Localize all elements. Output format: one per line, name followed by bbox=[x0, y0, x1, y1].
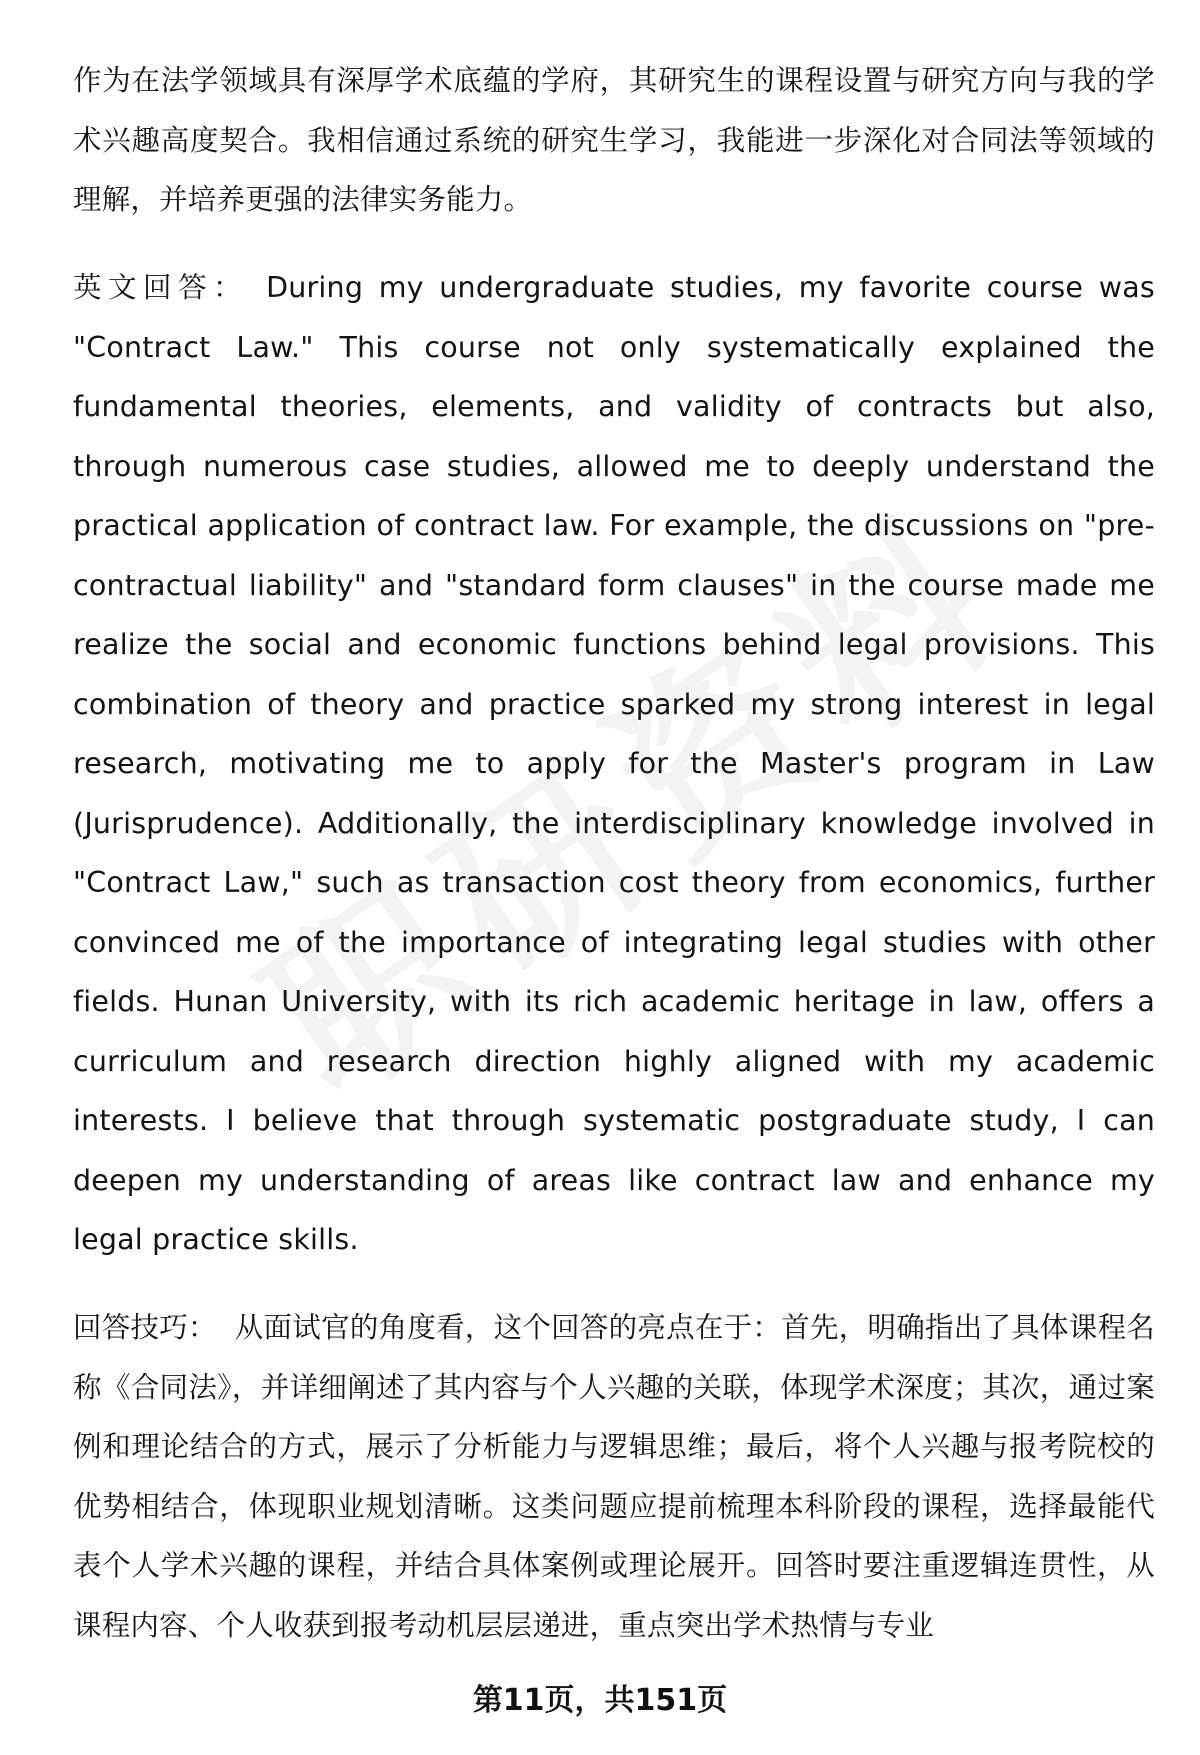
answer-tips-paragraph bbox=[73, 1298, 1155, 1655]
page-number-footer: 第11页，共151页 bbox=[472, 1683, 728, 1718]
english-answer-label: 英文回答： bbox=[73, 271, 249, 304]
intro-continuation-text: 作为在法学领域具有深厚学术底蕴的学府，其研究生的课程设置与研究方向与我的学术兴趣高度契合。我相信通过系统的研究生学习，我能进一步深化对合同法等领域的理解，并培养更强的法律实务能力。 bbox=[73, 64, 1155, 216]
answer-tips-text: 从面试官的角度看，这个回答的亮点在于：首先，明确指出了具体课程名称《合同法》，并详细阐述了其内容与个人兴趣的关联，体现学术深度；其次，通过案例和理论结合的方式，展示了分析能力与逻辑思维；最后，将个人兴趣与报考院校的优势相结合，体现职业规划清晰。这类问题应提前梳理本科阶段的课程，选择最能代表个人学术兴趣的课程，并结合具体案例或理论展开。回答时要注重逻辑连贯性，从课程内容、个人收获到报考动机层层递进，重点突出学术热情与专业 bbox=[73, 1311, 1155, 1642]
answer-tips-label: 回答技巧： bbox=[73, 1311, 217, 1344]
english-answer-text: During my undergraduate studies, my favorite course was "Contract Law." This course not only systematically explained the fundamental theories, elements, and validity of contracts but also, through numerous case studies, allowed me to deeply understand the practical application of contract law. For example, the discussions on "pre-contractual liability" and "standard form clauses" in the course made me realize the social and economic functions behind legal provisions. This combination of theory and practice sparked my strong interest in legal research, motivating me to apply for the Master's program in Law (Jurisprudence). Additionally, the interdisciplinary knowledge involved in "Contract Law," such as transaction cost theory from economics, further convinced me of the importance of integrating legal studies with other fields. Hunan University, with its rich academic heritage in law, offers a curriculum and research direction highly aligned with my academic interests. I believe that through systematic postgraduate study, I can deepen my understanding of areas like contract law and enhance my legal practice skills. bbox=[73, 271, 1155, 1256]
english-answer-paragraph bbox=[73, 258, 1155, 1270]
intro-continuation-paragraph bbox=[73, 51, 1155, 230]
